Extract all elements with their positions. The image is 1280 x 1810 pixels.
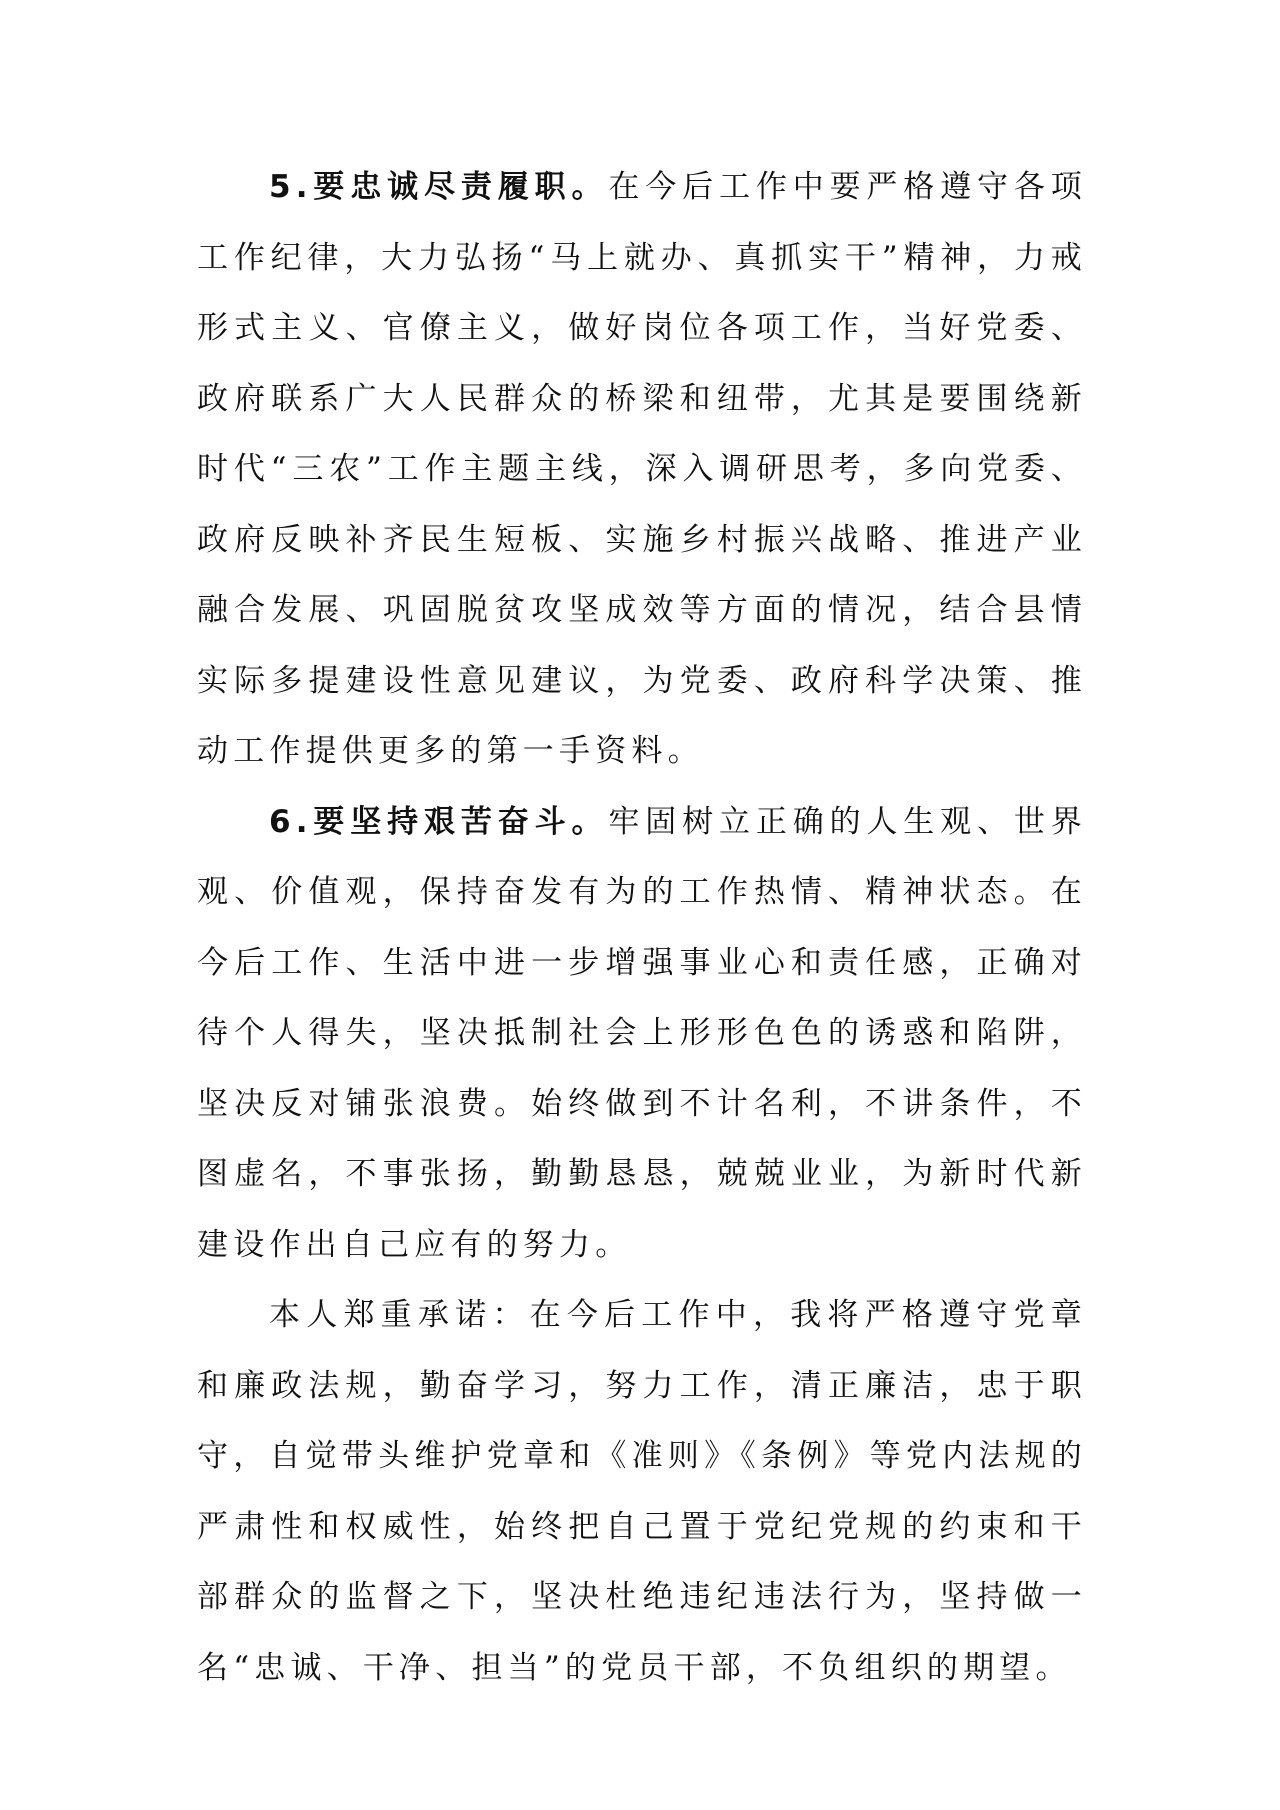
paragraph-text: 在今后工作中要严格遵守各项工作纪律，大力弘扬“马上就办、真抓实干”精神，力戒形式主义、官僚主义，做好岗位各项工作，当好党委、政府联系广大人民群众的桥梁和纽带，尤其是要围绕新时代“三农”工作主题主线，深入调研思考，多向党委、政府反映补齐民生短板、实施乡村振兴战略、推进产业融合发展、巩固脱贫攻坚成效等方面的情况，结合县情实际多提建设性意见建议，为党委、政府科学决策、推动工作提供更多的第一手资料。 bbox=[197, 169, 1087, 769]
document-body bbox=[197, 152, 1087, 1703]
paragraph-heading: 5.要忠诚尽责履职。 bbox=[269, 169, 609, 205]
paragraph-text: 牢固树立正确的人生观、世界观、价值观，保持奋发有为的工作热情、精神状态。在今后工作、生活中进一步增强事业心和责任感，正确对待个人得失，坚决抵制社会上形形色色的诱惑和陷阱，坚决反对铺张浪费。始终做到不计名利，不讲条件，不图虚名，不事张扬，勤勤恳恳，兢兢业业，为新时代新建设作出自己应有的努力。 bbox=[197, 803, 1087, 1263]
paragraph-heading: 6.要坚持艰苦奋斗。 bbox=[269, 803, 609, 840]
paragraph-hard-work bbox=[197, 787, 1087, 1281]
paragraph-pledge bbox=[197, 1280, 1087, 1703]
paragraph-loyalty bbox=[197, 152, 1087, 787]
paragraph-text: 本人郑重承诺：在今后工作中，我将严格遵守党章和廉政法规，勤奋学习，努力工作，清正廉洁，忠于职守，自觉带头维护党章和《准则》《条例》等党内法规的严肃性和权威性，始终把自己置于党纪党规的约束和干部群众的监督之下，坚决杜绝违纪违法行为，坚持做一名“忠诚、干净、担当”的党员干部，不负组织的期望。 bbox=[197, 1297, 1087, 1686]
